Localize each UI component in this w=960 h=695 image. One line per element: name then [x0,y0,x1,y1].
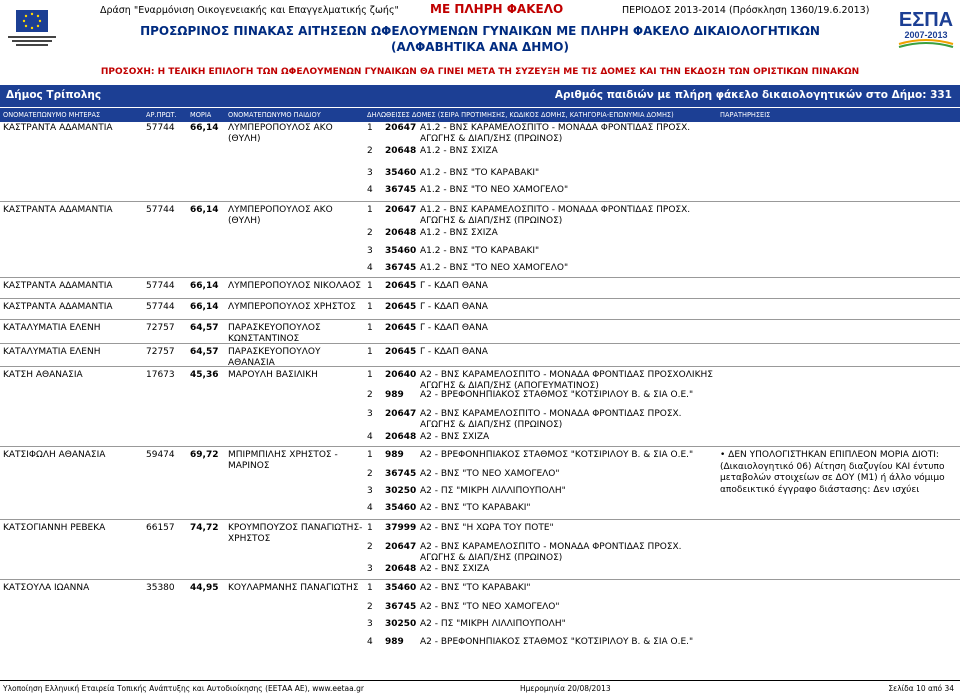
remarks: • ΔΕΝ ΥΠΟΛΟΓΙΣΤΗΚΑΝ ΕΠΙΠΛΕΟΝ ΜΟΡΙΑ ΔΙΟΤΙ: (Δικαιολογητικό 06) Αίτηση διαζυγίου ΚΑΙ έντυπο μεταβολών στοιχείων σε ΔΟΥ (Μ1) ή άλλο νόμιμο αποδεικτικό έγγραφο διάστασης: Δεν ισχύει [720,450,945,495]
structure-code: 20645 [385,323,417,333]
score: 66,14 [190,302,219,312]
score: 69,72 [190,450,219,460]
row-divider [0,201,960,202]
protocol-number: 57744 [146,302,175,312]
mother-name: ΚΑΣΤΡΑΝΤΑ ΑΔΑΜΑΝΤΙΑ [3,281,113,291]
structure-description: Γ - ΚΔΑΠ ΘΑΝΑ [420,347,488,357]
structure-code: 20647 [385,123,417,133]
mother-name: ΚΑΣΤΡΑΝΤΑ ΑΔΑΜΑΝΤΙΑ [3,123,113,133]
mother-name: ΚΑΤΑΛΥΜΑΤΙΑ ΕΛΕΝΗ [3,347,101,357]
child-name: ΜΑΡΟΥΛΗ ΒΑΣΙΛΙΚΗ [228,370,318,380]
row-divider [0,319,960,320]
footer-credit: Υλοποίηση Ελληνική Εταιρεία Τοπικής Ανάπτυξης και Αυτοδιοίκησης (ΕΕΤΑΑ ΑΕ), www.eetaa.gr [3,684,364,693]
structure-code: 20647 [385,542,417,552]
preference-order: 2 [367,146,373,156]
preference-order: 1 [367,302,373,312]
structure-code: 36745 [385,263,417,273]
structure-description: Α2 - ΒΝΣ "ΤΟ ΝΕΟ ΧΑΜΟΓΕΛΟ" [420,602,560,612]
preference-order: 3 [367,168,373,178]
row-divider [0,298,960,299]
structure-code: 989 [385,637,404,647]
file-status: ΜΕ ΠΛΗΡΗ ΦΑΚΕΛΟ [430,2,564,16]
mother-name: ΚΑΣΤΡΑΝΤΑ ΑΔΑΜΑΝΤΙΑ [3,205,113,215]
score: 66,14 [190,281,219,291]
structure-description: Α1.2 - ΒΝΣ "ΤΟ ΚΑΡΑΒΑΚΙ" [420,168,540,178]
structure-description: Α1.2 - ΒΝΣ ΚΑΡΑΜΕΛΟΣΠΙΤΟ - ΜΟΝΑΔΑ ΦΡΟΝΤΙΔΑΣ ΠΡΟΣΧ. ΑΓΩΓΗΣ & ΔΙΑΠ/ΣΗΣ (ΠΡΩΙΝΟΣ) [420,205,691,226]
child-name: ΛΥΜΠΕΡΟΠΟΥΛΟΣ ΧΡΗΣΤΟΣ [228,302,356,312]
mother-name: ΚΑΤΣΟΓΙΑΝΝΗ ΡΕΒΕΚΑ [3,523,106,533]
col-notes: ΠΑΡΑΤΗΡΗΣΕΙΣ [720,111,771,119]
preference-order: 3 [367,564,373,574]
row-divider [0,277,960,278]
preference-order: 4 [367,185,373,195]
structure-code: 35460 [385,168,417,178]
mother-name: ΚΑΣΤΡΑΝΤΑ ΑΔΑΜΑΝΤΙΑ [3,302,113,312]
col-protocol: ΑΡ.ΠΡΩΤ. [146,111,177,119]
score: 44,95 [190,583,219,593]
child-name: ΠΑΡΑΣΚΕΥΟΠΟΥΛΟΥ ΑΘΑΝΑΣΙΑ [228,347,321,368]
protocol-number: 57744 [146,205,175,215]
structure-code: 20645 [385,302,417,312]
structure-description: Α2 - ΒΡΕΦΟΝΗΠΙΑΚΟΣ ΣΤΑΘΜΟΣ "ΚΟΤΣΙΡΙΛΟΥ Β. & ΣΙΑ Ο.Ε." [420,450,694,460]
protocol-number: 35380 [146,583,175,593]
col-structures: ΔΗΛΩΘΕΙΣΕΣ ΔΟΜΕΣ (ΣΕΙΡΑ ΠΡΟΤΙΜΗΣΗΣ, ΚΩΔΙΚΟΣ ΔΟΜΗΣ, ΚΑΤΗΓΟΡΙΑ-ΕΠΩΝΥΜΙΑ ΔΟΜΗΣ) [367,111,674,119]
structure-code: 20648 [385,564,417,574]
footer-divider [0,680,960,681]
preference-order: 1 [367,583,373,593]
score: 66,14 [190,123,219,133]
structure-code: 36745 [385,185,417,195]
page-subtitle: (ΑΛΦΑΒΗΤΙΚΑ ΑΝΑ ΔΗΜΟ) [391,40,569,54]
municipality-bar [0,85,960,107]
structure-description: Α1.2 - ΒΝΣ "ΤΟ ΚΑΡΑΒΑΚΙ" [420,246,540,256]
child-name: ΛΥΜΠΕΡΟΠΟΥΛΟΣ ΑΚΟ (ΘΥΛΗ) [228,205,333,226]
preference-order: 2 [367,602,373,612]
page-title: ΠΡΟΣΩΡΙΝΟΣ ΠΙΝΑΚΑΣ ΑΙΤΗΣΕΩΝ ΩΦΕΛΟΥΜΕΝΩΝ ΓΥΝΑΙΚΩΝ ΜΕ ΠΛΗΡΗ ΦΑΚΕΛΟ ΔΙΚΑΙΟΛΟΓΗΤΙΚΩΝ [140,24,820,38]
structure-description: Α1.2 - ΒΝΣ "ΤΟ ΝΕΟ ΧΑΜΟΓΕΛΟ" [420,263,569,273]
preference-order: 1 [367,450,373,460]
structure-code: 35460 [385,246,417,256]
child-name: ΛΥΜΠΕΡΟΠΟΥΛΟΣ ΑΚΟ (ΘΥΛΗ) [228,123,333,144]
row-divider [0,579,960,580]
period-label: ΠΕΡΙΟΔΟΣ 2013-2014 (Πρόσκληση 1360/19.6.2013) [622,5,870,16]
espa-logo-text: ΕΣΠΑ [898,9,954,31]
score: 74,72 [190,523,219,533]
mother-name: ΚΑΤΣΟΥΛΑ ΙΩΑΝΝΑ [3,583,90,593]
structure-code: 20647 [385,205,417,215]
child-name: ΛΥΜΠΕΡΟΠΟΥΛΟΣ ΝΙΚΟΛΑΟΣ [228,281,361,291]
row-divider [0,446,960,447]
mother-name: ΚΑΤΣΙΦΩΛΗ ΑΘΑΝΑΣΙΑ [3,450,106,460]
preference-order: 1 [367,205,373,215]
score: 64,57 [190,323,219,333]
col-child: ΟΝΟΜΑΤΕΠΩΝΥΜΟ ΠΑΙΔΙΟΥ [228,111,321,119]
row-divider [0,366,960,367]
preference-order: 1 [367,323,373,333]
preference-order: 3 [367,246,373,256]
structure-code: 37999 [385,523,417,533]
col-mother: ΟΝΟΜΑΤΕΠΩΝΥΜΟ ΜΗΤΕΡΑΣ [3,111,101,119]
protocol-number: 72757 [146,323,175,333]
score: 66,14 [190,205,219,215]
structure-description: Α1.2 - ΒΝΣ ΚΑΡΑΜΕΛΟΣΠΙΤΟ - ΜΟΝΑΔΑ ΦΡΟΝΤΙΔΑΣ ΠΡΟΣΧ. ΑΓΩΓΗΣ & ΔΙΑΠ/ΣΗΣ (ΠΡΩΙΝΟΣ) [420,123,691,144]
table-header [0,108,960,122]
preference-order: 1 [367,347,373,357]
preference-order: 2 [367,469,373,479]
structure-code: 20640 [385,370,417,380]
programme-title: Δράση "Εναρμόνιση Οικογενειακής και Επαγγελματικής ζωής" [100,5,399,16]
child-name: ΜΠΙΡΜΠΙΛΗΣ ΧΡΗΣΤΟΣ - ΜΑΡΙΝΟΣ [228,450,338,471]
preference-order: 1 [367,281,373,291]
structure-code: 36745 [385,469,417,479]
row-divider [0,519,960,520]
score: 45,36 [190,370,219,380]
structure-description: Α2 - ΒΝΣ "ΤΟ ΚΑΡΑΒΑΚΙ" [420,583,531,593]
protocol-number: 57744 [146,281,175,291]
warning-notice: ΠΡΟΣΟΧΗ: Η ΤΕΛΙΚΗ ΕΠΙΛΟΓΗ ΤΩΝ ΩΦΕΛΟΥΜΕΝΩΝ ΓΥΝΑΙΚΩΝ ΘΑ ΓΙΝΕΙ ΜΕΤΑ ΤΗ ΣΥΖΕΥΞΗ ΜΕ ΤΙΣ ΔΟΜΕΣ ΚΑΙ ΤΗΝ ΕΚΔΟΣΗ ΤΩΝ ΟΡΙΣΤΙΚΩΝ ΠΙΝΑΚΩΝ [100,67,860,77]
preference-order: 2 [367,228,373,238]
preference-order: 1 [367,123,373,133]
structure-description: Α2 - ΠΣ "ΜΙΚΡΗ ΛΙΛΛΙΠΟΥΠΟΛΗ" [420,619,566,629]
structure-description: Γ - ΚΔΑΠ ΘΑΝΑ [420,281,488,291]
structure-description: Α2 - ΒΝΣ ΣΧΙΖΑ [420,432,490,442]
structure-description: Α2 - ΒΡΕΦΟΝΗΠΙΑΚΟΣ ΣΤΑΘΜΟΣ "ΚΟΤΣΙΡΙΛΟΥ Β. & ΣΙΑ Ο.Ε." [420,390,694,400]
structure-code: 989 [385,390,404,400]
structure-code: 35460 [385,583,417,593]
structure-code: 20648 [385,146,417,156]
structure-description: Γ - ΚΔΑΠ ΘΑΝΑ [420,302,488,312]
row-divider [0,343,960,344]
structure-description: Α2 - ΒΝΣ ΣΧΙΖΑ [420,564,490,574]
preference-order: 4 [367,263,373,273]
protocol-number: 66157 [146,523,175,533]
structure-code: 20645 [385,281,417,291]
child-name: ΚΟΥΛΑΡΜΑΝΗΣ ΠΑΝΑΓΙΩΤΗΣ [228,583,359,593]
municipality-name: Δήμος Τρίπολης [6,89,102,101]
structure-description: Γ - ΚΔΑΠ ΘΑΝΑ [420,323,488,333]
structure-description: Α2 - ΒΝΣ "Η ΧΩΡΑ ΤΟΥ ΠΟΤΕ" [420,523,554,533]
structure-description: Α2 - ΒΝΣ "ΤΟ ΚΑΡΑΒΑΚΙ" [420,503,531,513]
structure-description: Α1.2 - ΒΝΣ "ΤΟ ΝΕΟ ΧΑΜΟΓΕΛΟ" [420,185,569,195]
footer-date: Ημερομηνία 20/08/2013 [520,684,611,693]
protocol-number: 57744 [146,123,175,133]
preference-order: 1 [367,370,373,380]
structure-description: Α2 - ΒΡΕΦΟΝΗΠΙΑΚΟΣ ΣΤΑΘΜΟΣ "ΚΟΤΣΙΡΙΛΟΥ Β. & ΣΙΑ Ο.Ε." [420,637,694,647]
structure-description: Α2 - ΒΝΣ ΚΑΡΑΜΕΛΟΣΠΙΤΟ - ΜΟΝΑΔΑ ΦΡΟΝΤΙΔΑΣ ΠΡΟΣΧ. ΑΓΩΓΗΣ & ΔΙΑΠ/ΣΗΣ (ΠΡΩΙΝΟΣ) [420,542,682,563]
protocol-number: 17673 [146,370,175,380]
structure-code: 30250 [385,486,417,496]
structure-code: 30250 [385,619,417,629]
preference-order: 4 [367,637,373,647]
preference-order: 4 [367,432,373,442]
structure-code: 35460 [385,503,417,513]
protocol-number: 72757 [146,347,175,357]
col-score: ΜΟΡΙΑ [190,111,212,119]
score: 64,57 [190,347,219,357]
structure-description: Α2 - ΒΝΣ ΚΑΡΑΜΕΛΟΣΠΙΤΟ - ΜΟΝΑΔΑ ΦΡΟΝΤΙΔΑΣ ΠΡΟΣΧΟΛΙΚΗΣ ΑΓΩΓΗΣ & ΔΙΑΠ/ΣΗΣ (ΑΠΟΓΕΥΜΑΤΙΝΟΣ) [420,370,713,391]
mother-name: ΚΑΤΑΛΥΜΑΤΙΑ ΕΛΕΝΗ [3,323,101,333]
structure-code: 20648 [385,432,417,442]
preference-order: 3 [367,486,373,496]
child-name: ΚΡΟΥΜΠΟΥΖΟΣ ΠΑΝΑΓΙΩΤΗΣ-ΧΡΗΣΤΟΣ [228,523,363,544]
preference-order: 1 [367,523,373,533]
structure-description: Α2 - ΒΝΣ "ΤΟ ΝΕΟ ΧΑΜΟΓΕΛΟ" [420,469,560,479]
preference-order: 3 [367,619,373,629]
child-name: ΠΑΡΑΣΚΕΥΟΠΟΥΛΟΣ ΚΩΝΣΤΑΝΤΙΝΟΣ [228,323,321,344]
structure-code: 36745 [385,602,417,612]
structure-code: 20648 [385,228,417,238]
preference-order: 3 [367,409,373,419]
structure-description: Α2 - ΒΝΣ ΚΑΡΑΜΕΛΟΣΠΙΤΟ - ΜΟΝΑΔΑ ΦΡΟΝΤΙΔΑΣ ΠΡΟΣΧ. ΑΓΩΓΗΣ & ΔΙΑΠ/ΣΗΣ (ΠΡΩΙΝΟΣ) [420,409,682,430]
espa-logo-years: 2007-2013 [904,30,948,40]
mother-name: ΚΑΤΣΗ ΑΘΑΝΑΣΙΑ [3,370,83,380]
protocol-number: 59474 [146,450,175,460]
structure-code: 989 [385,450,404,460]
structure-code: 20645 [385,347,417,357]
preference-order: 2 [367,542,373,552]
structure-code: 20647 [385,409,417,419]
structure-description: Α1.2 - ΒΝΣ ΣΧΙΖΑ [420,146,498,156]
structure-description: Α2 - ΠΣ "ΜΙΚΡΗ ΛΙΛΛΙΠΟΥΠΟΛΗ" [420,486,566,496]
structure-description: Α1.2 - ΒΝΣ ΣΧΙΖΑ [420,228,498,238]
children-count: Αριθμός παιδιών με πλήρη φάκελο δικαιολογητικών στο Δήμο: 331 [554,89,952,101]
page-number: Σελίδα 10 από 34 [888,684,954,693]
preference-order: 4 [367,503,373,513]
preference-order: 2 [367,390,373,400]
